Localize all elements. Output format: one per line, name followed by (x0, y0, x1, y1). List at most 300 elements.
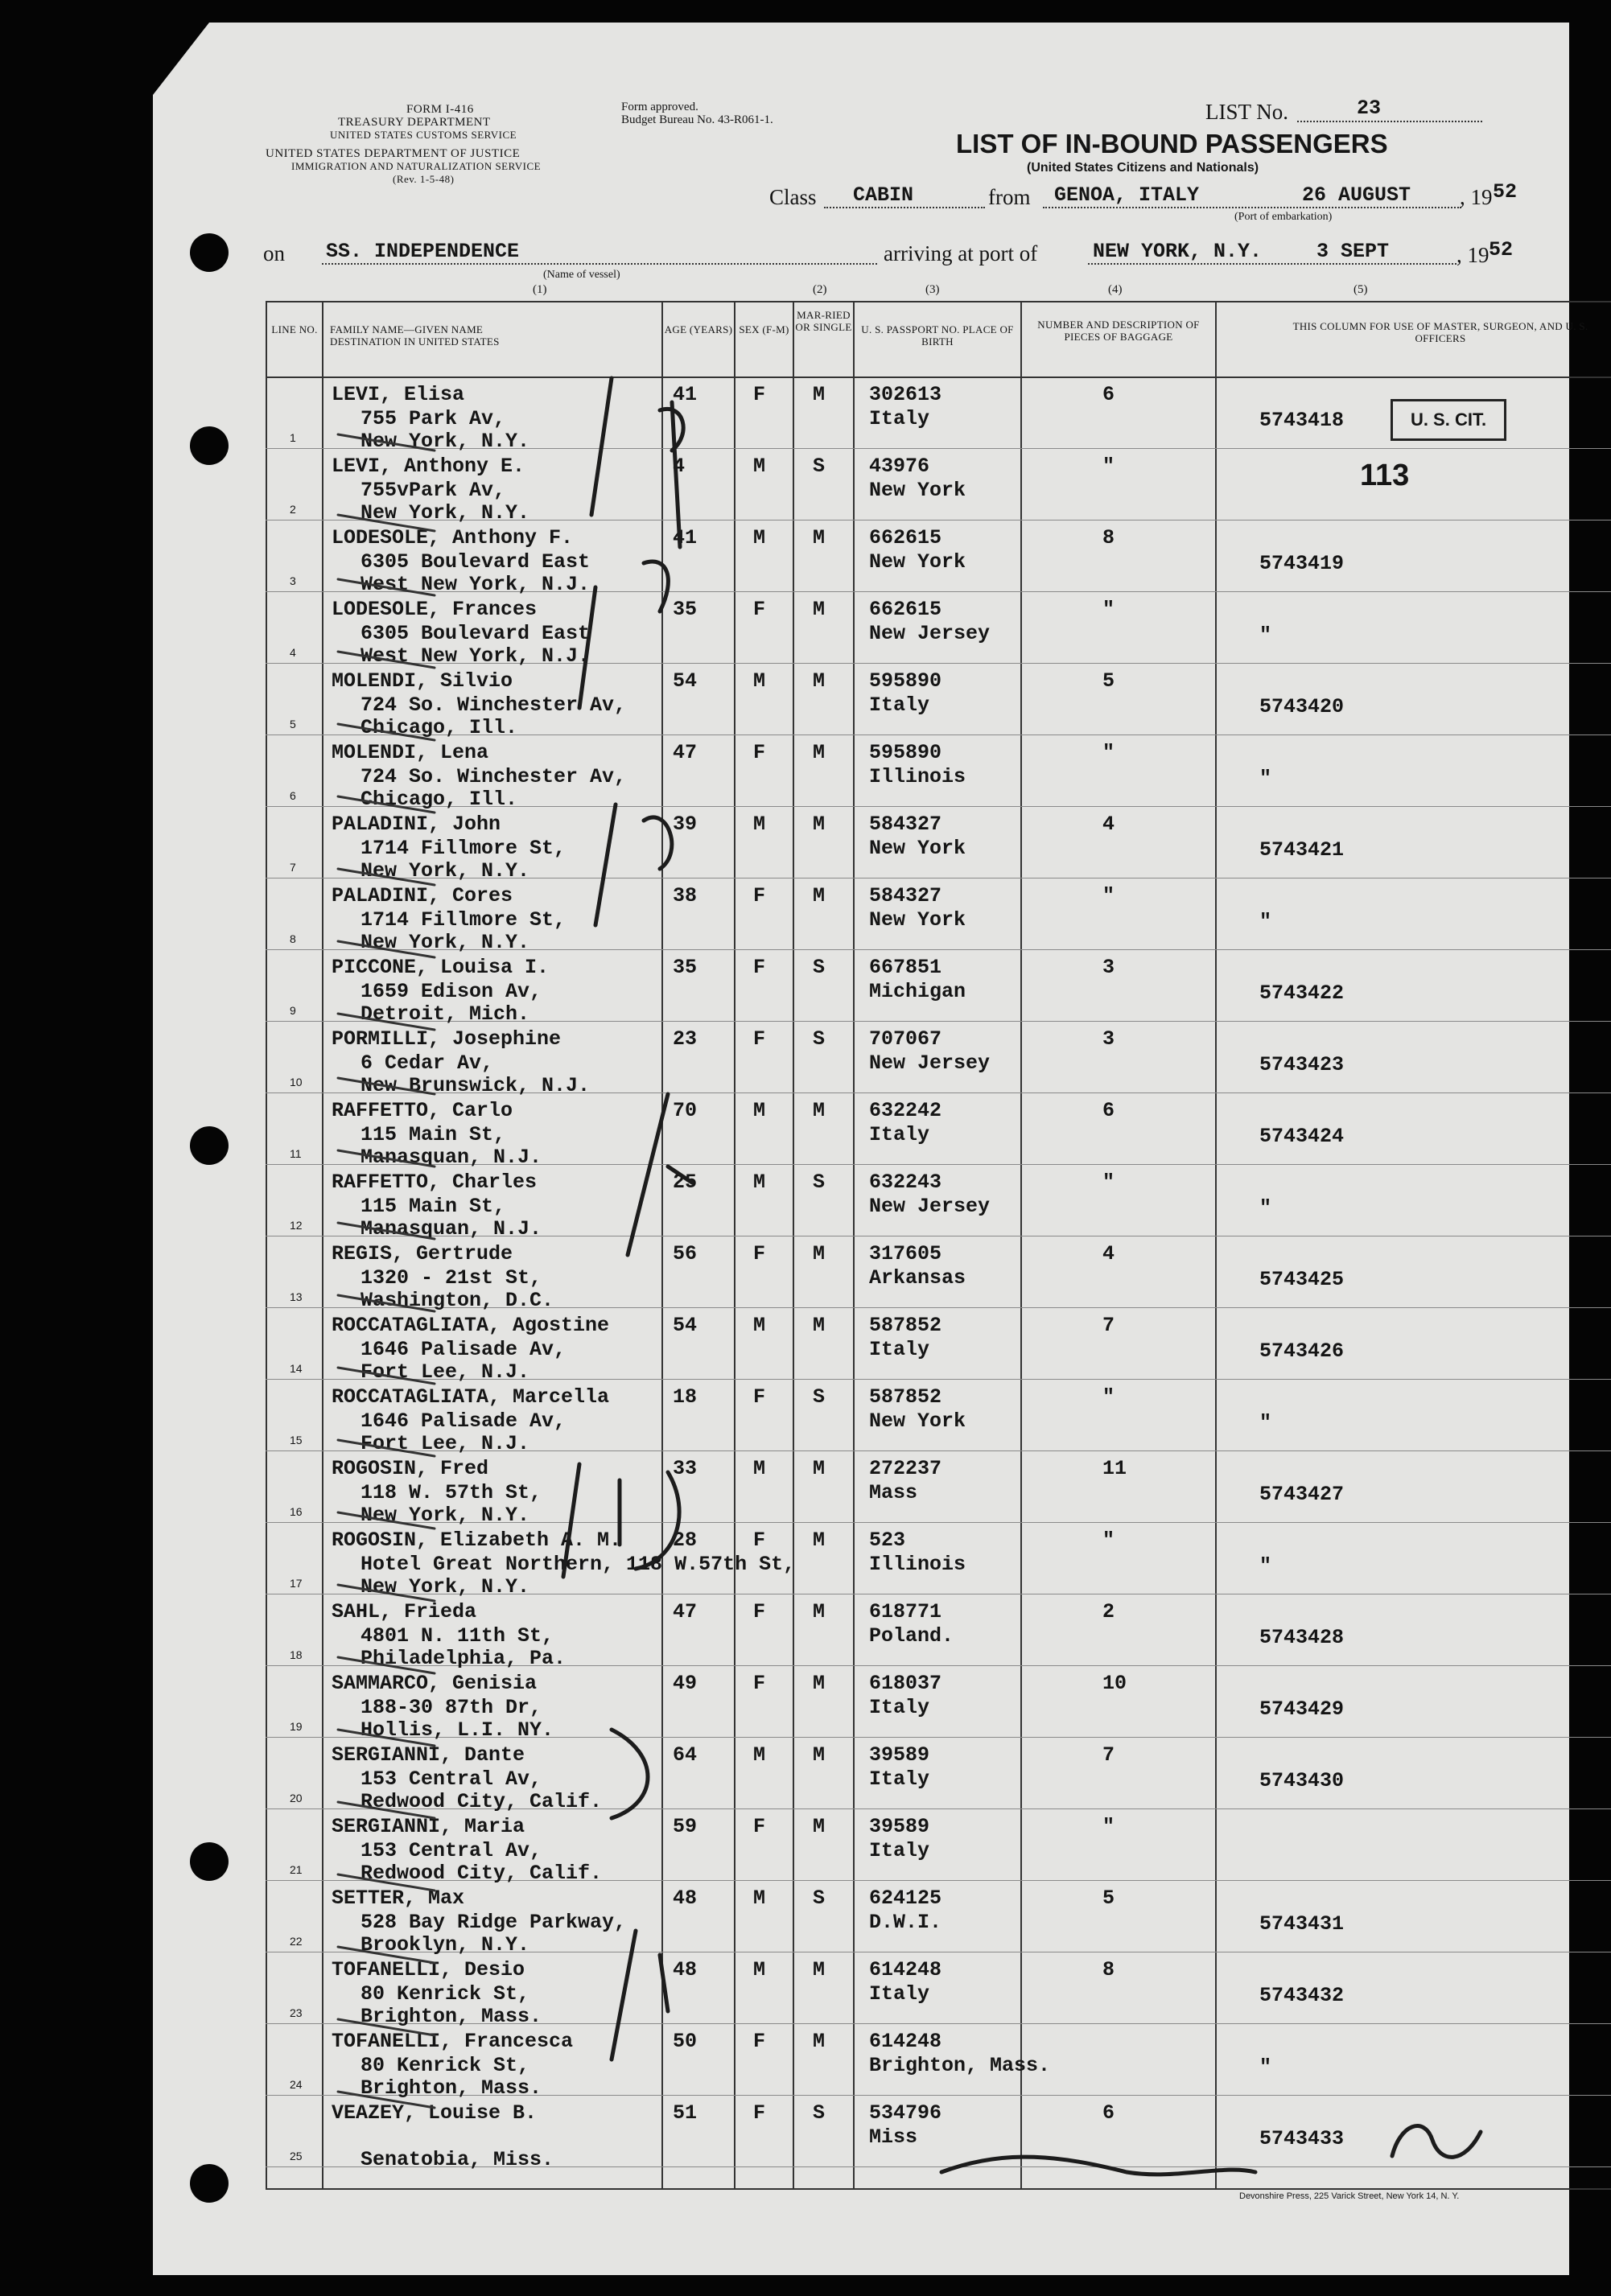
cell-name: SAHL, Frieda (332, 1600, 477, 1623)
cell-name: PALADINI, Cores (332, 884, 513, 907)
cell-sex: F (753, 598, 766, 621)
cell-sex: M (753, 526, 766, 549)
cell-birth: Italy (869, 1839, 930, 1862)
cell-addr2: New York, N.Y. (361, 931, 530, 954)
cell-sex: M (753, 813, 766, 836)
cell-sex: M (753, 1099, 766, 1122)
cell-age: 18 (673, 1385, 698, 1409)
cell-addr1: 188-30 87th Dr, (361, 1696, 542, 1719)
cell-addr1: 528 Bay Ridge Parkway, (361, 1911, 627, 1934)
cell-addr1: 1646 Palisade Av, (361, 1409, 567, 1433)
cell-name: PICCONE, Louisa I. (332, 956, 550, 979)
cell-sex: M (753, 1314, 766, 1337)
line-number: 15 (290, 1434, 303, 1446)
cell-bag: 5 (1102, 669, 1115, 693)
cell-name: LODESOLE, Frances (332, 598, 538, 621)
cell-name: ROGOSIN, Fred (332, 1457, 489, 1480)
cell-age: 33 (673, 1457, 698, 1480)
form-number: FORM I-416 (406, 103, 474, 116)
cell-passport: 43976 (869, 455, 930, 478)
line-number: 13 (290, 1290, 303, 1303)
cell-code: " (1259, 1196, 1272, 1220)
line-number: 7 (290, 861, 296, 874)
cell-code: 5743429 (1259, 1697, 1345, 1721)
cell-code: " (1259, 1554, 1272, 1578)
line-number: 24 (290, 2078, 303, 2091)
cell-code: 5743419 (1259, 552, 1345, 575)
cell-sex: F (753, 2101, 766, 2125)
cell-birth: Brighton, Mass. (869, 2054, 1051, 2077)
cell-ms: M (813, 1457, 826, 1480)
cell-birth: D.W.I. (869, 1911, 942, 1934)
cell-addr1: 755 Park Av, (361, 407, 506, 430)
cell-bag: 4 (1102, 1242, 1115, 1265)
column-number-3: (3) (925, 283, 940, 296)
cell-passport: 614248 (869, 2030, 942, 2053)
cell-bag: 6 (1102, 1099, 1115, 1122)
cell-birth: New Jersey (869, 622, 991, 645)
cell-ms: M (813, 383, 826, 406)
column-number-2: (2) (813, 283, 827, 296)
col-header-baggage: NUMBER AND DESCRIPTION OF PIECES OF BAGGAGE (1037, 319, 1200, 343)
cell-sex: M (753, 1887, 766, 1910)
cell-addr2: West New York, N.J. (361, 644, 591, 668)
cell-age: 51 (673, 2101, 698, 2125)
cell-ms: M (813, 741, 826, 764)
year-prefix-departure: , 19 (1460, 185, 1493, 209)
cell-addr1: Hotel Great Northern, 118 W.57th St, (361, 1553, 796, 1576)
cell-passport: 302613 (869, 383, 942, 406)
cell-code: 5743432 (1259, 1984, 1345, 2007)
cell-ms: S (813, 1171, 826, 1194)
department-of-justice: UNITED STATES DEPARTMENT OF JUSTICE (266, 147, 521, 160)
cell-bag: 6 (1102, 383, 1115, 406)
cell-sex: F (753, 1027, 766, 1051)
cell-bag: 5 (1102, 1887, 1115, 1910)
cell-age: 41 (673, 383, 698, 406)
year-prefix-arrival: , 19 (1456, 243, 1489, 267)
cell-ms: S (813, 1385, 826, 1409)
line-number: 9 (290, 1004, 296, 1017)
cell-age: 70 (673, 1099, 698, 1122)
cell-addr2: Redwood City, Calif. (361, 1790, 603, 1813)
budget-bureau: Budget Bureau No. 43-R061-1. (621, 113, 773, 126)
cell-ms: M (813, 598, 826, 621)
cell-birth: Italy (869, 1767, 930, 1791)
cell-age: 41 (673, 526, 698, 549)
line-number: 21 (290, 1863, 303, 1876)
cell-addr1: 118 W. 57th St, (361, 1481, 542, 1504)
cell-bag: " (1102, 598, 1115, 621)
cell-addr1: 6305 Boulevard East (361, 550, 591, 574)
cell-name: ROCCATAGLIATA, Marcella (332, 1385, 610, 1409)
cell-addr1: 115 Main St, (361, 1123, 506, 1146)
arrival-port: NEW YORK, N.Y. (1093, 240, 1263, 263)
cell-age: 59 (673, 1815, 698, 1838)
cell-birth: Italy (869, 693, 930, 717)
cell-addr2: New York, N.Y. (361, 430, 530, 453)
cell-addr2: Manasquan, N.J. (361, 1146, 542, 1169)
cell-code: " (1259, 623, 1272, 647)
cell-code: 5743422 (1259, 981, 1345, 1005)
cell-addr2: Washington, D.C. (361, 1289, 554, 1312)
cell-addr2: New York, N.Y. (361, 501, 530, 525)
cell-addr2: New York, N.Y. (361, 859, 530, 883)
cell-sex: M (753, 1457, 766, 1480)
cell-passport: 595890 (869, 741, 942, 764)
cell-age: 38 (673, 884, 698, 907)
cell-sex: M (753, 1171, 766, 1194)
treasury-department: TREASURY DEPARTMENT (338, 116, 491, 129)
line-number: 22 (290, 1935, 303, 1948)
arriving-label: arriving at port of (884, 241, 1038, 265)
cell-birth: Italy (869, 407, 930, 430)
cell-birth: Mass (869, 1481, 918, 1504)
cell-bag: 4 (1102, 813, 1115, 836)
cell-bag: " (1102, 884, 1115, 907)
cell-addr2: Hollis, L.I. NY. (361, 1718, 554, 1742)
cell-passport: 272237 (869, 1457, 942, 1480)
cell-birth: New York (869, 479, 966, 502)
cell-age: 64 (673, 1743, 698, 1767)
line-number: 25 (290, 2150, 303, 2162)
cell-name: SAMMARCO, Genisia (332, 1672, 538, 1695)
cell-code: 5743423 (1259, 1053, 1345, 1076)
arrival-date: 3 SEPT (1316, 240, 1390, 263)
from-label: from (988, 185, 1031, 209)
cell-addr1: 153 Central Av, (361, 1767, 542, 1791)
cell-passport: 39589 (869, 1743, 930, 1767)
col-header-officers: THIS COLUMN FOR USE OF MASTER, SURGEON, AND U. S. OFFICERS (1292, 320, 1588, 344)
cell-code: 5743433 (1259, 2127, 1345, 2150)
cell-addr2: Manasquan, N.J. (361, 1217, 542, 1241)
cell-addr1: 80 Kenrick St, (361, 1982, 530, 2006)
cell-passport: 534796 (869, 2101, 942, 2125)
cell-name: ROGOSIN, Elizabeth A. M. (332, 1529, 622, 1552)
cell-age: 56 (673, 1242, 698, 1265)
page-subtitle: (United States Citizens and Nationals) (1027, 161, 1259, 175)
cell-birth: New Jersey (869, 1195, 991, 1218)
cell-name: MOLENDI, Silvio (332, 669, 513, 693)
cell-passport: 614248 (869, 1958, 942, 1981)
cell-birth: New York (869, 908, 966, 932)
cell-passport: 595890 (869, 669, 942, 693)
class-label: Class (769, 185, 817, 209)
cell-passport: 624125 (869, 1887, 942, 1910)
cell-code: " (1259, 1411, 1272, 1434)
cell-code: 5743430 (1259, 1769, 1345, 1792)
cell-name: LODESOLE, Anthony F. (332, 526, 574, 549)
arrival-year: 52 (1489, 238, 1514, 261)
revision: (Rev. 1-5-48) (393, 173, 455, 185)
cell-sex: F (753, 956, 766, 979)
cell-age: 4 (673, 455, 686, 478)
line-number: 17 (290, 1577, 303, 1590)
cell-code: 5743428 (1259, 1626, 1345, 1649)
cell-birth: Italy (869, 1696, 930, 1719)
line-number: 18 (290, 1648, 303, 1661)
cell-passport: 584327 (869, 813, 942, 836)
cell-ms: S (813, 455, 826, 478)
cell-birth: Arkansas (869, 1266, 966, 1290)
col-header-sex: SEX (F-M) (739, 323, 789, 335)
cell-passport: 662615 (869, 598, 942, 621)
cell-sex: F (753, 1242, 766, 1265)
cell-passport: 618771 (869, 1600, 942, 1623)
cell-ms: S (813, 956, 826, 979)
cell-name: SERGIANNI, Maria (332, 1815, 525, 1838)
departure-date: 26 AUGUST (1302, 183, 1411, 207)
cell-sex: F (753, 1672, 766, 1695)
cell-bag: " (1102, 455, 1115, 478)
cell-birth: Poland. (869, 1624, 954, 1648)
cell-code: 5743418 (1259, 409, 1345, 432)
cell-addr2: Brighton, Mass. (361, 2076, 542, 2100)
cell-addr2: Senatobia, Miss. (361, 2148, 554, 2171)
cell-addr2: New York, N.Y. (361, 1575, 530, 1599)
vessel-note: (Name of vessel) (543, 269, 620, 281)
cell-sex: F (753, 2030, 766, 2053)
column-number-4: (4) (1108, 283, 1123, 296)
cell-addr2: Philadelphia, Pa. (361, 1647, 567, 1670)
col-header-line: LINE NO. (271, 323, 318, 335)
departure-year: 52 (1493, 180, 1518, 204)
cell-addr2: New York, N.Y. (361, 1504, 530, 1527)
cell-age: 48 (673, 1958, 698, 1981)
cell-addr1: 6305 Boulevard East (361, 622, 591, 645)
class-value: CABIN (853, 183, 914, 207)
cell-bag: 3 (1102, 1027, 1115, 1051)
cell-passport: 584327 (869, 884, 942, 907)
cell-passport: 667851 (869, 956, 942, 979)
line-number: 16 (290, 1505, 303, 1518)
printer-credit: Devonshire Press, 225 Varick Street, New York 14, N. Y. (1239, 2191, 1460, 2201)
cell-sex: M (753, 455, 766, 478)
cell-ms: M (813, 1242, 826, 1265)
line-number: 14 (290, 1362, 303, 1375)
cell-addr1: 153 Central Av, (361, 1839, 542, 1862)
line-number: 5 (290, 718, 296, 730)
cell-ms: M (813, 2030, 826, 2053)
cell-addr1: 724 So. Winchester Av, (361, 693, 627, 717)
cell-passport: 707067 (869, 1027, 942, 1051)
cell-addr1: 80 Kenrick St, (361, 2054, 530, 2077)
cell-passport: 523 (869, 1529, 906, 1552)
cell-name: SERGIANNI, Dante (332, 1743, 525, 1767)
cell-passport: 618037 (869, 1672, 942, 1695)
cell-name: PORMILLI, Josephine (332, 1027, 562, 1051)
line-number: 3 (290, 574, 296, 587)
cell-birth: New York (869, 1409, 966, 1433)
customs-service: UNITED STATES CUSTOMS SERVICE (330, 129, 517, 141)
cell-age: 25 (673, 1171, 698, 1194)
cell-addr1: 1714 Fillmore St, (361, 837, 567, 860)
page-title: LIST OF IN-BOUND PASSENGERS (956, 129, 1388, 158)
cell-bag: " (1102, 741, 1115, 764)
cell-bag: 3 (1102, 956, 1115, 979)
cell-addr1: 6 Cedar Av, (361, 1051, 494, 1075)
cell-passport: 317605 (869, 1242, 942, 1265)
punch-hole (190, 233, 229, 272)
cell-sex: F (753, 383, 766, 406)
cell-ms: M (813, 1743, 826, 1767)
cell-addr1: 4801 N. 11th St, (361, 1624, 554, 1648)
cell-age: 49 (673, 1672, 698, 1695)
cell-sex: F (753, 1600, 766, 1623)
embarkation-note: (Port of embarkation) (1234, 211, 1333, 223)
cell-age: 35 (673, 956, 698, 979)
cell-addr1: 1714 Fillmore St, (361, 908, 567, 932)
column-number-1: (1) (533, 283, 547, 296)
cell-code: 5743425 (1259, 1268, 1345, 1291)
cell-addr1: 1659 Edison Av, (361, 980, 542, 1003)
cell-ms: M (813, 669, 826, 693)
cell-addr2: West New York, N.J. (361, 573, 591, 596)
cell-bag: " (1102, 1385, 1115, 1409)
line-number: 12 (290, 1219, 303, 1232)
col-header-name: FAMILY NAME—GIVEN NAME DESTINATION IN UNITED STATES (330, 323, 500, 348)
cell-passport: 39589 (869, 1815, 930, 1838)
cell-ms: M (813, 1600, 826, 1623)
cell-age: 28 (673, 1529, 698, 1552)
cell-birth: Italy (869, 1338, 930, 1361)
list-no-label: LIST No. (1205, 100, 1289, 124)
cell-ms: M (813, 1958, 826, 1981)
cell-addr2: Brighton, Mass. (361, 2005, 542, 2028)
cell-addr1: 115 Main St, (361, 1195, 506, 1218)
cell-code: 5743431 (1259, 1912, 1345, 1936)
cell-bag: 7 (1102, 1743, 1115, 1767)
cell-birth: Miss (869, 2125, 918, 2149)
cell-code: " (1259, 767, 1272, 790)
cell-bag: 11 (1102, 1457, 1127, 1480)
line-number: 19 (290, 1720, 303, 1733)
line-number: 20 (290, 1792, 303, 1804)
cell-bag: 8 (1102, 1958, 1115, 1981)
cell-age: 48 (673, 1887, 698, 1910)
cell-bag: 2 (1102, 1600, 1115, 1623)
cell-passport: 587852 (869, 1385, 942, 1409)
cell-addr2: Fort Lee, N.J. (361, 1432, 530, 1455)
col-header-age: AGE (YEARS) (664, 323, 733, 335)
cell-age: 54 (673, 669, 698, 693)
cell-ms: M (813, 526, 826, 549)
cell-sex: F (753, 1815, 766, 1838)
cell-name: REGIS, Gertrude (332, 1242, 513, 1265)
line-number: 8 (290, 932, 296, 945)
cell-name: TOFANELLI, Desio (332, 1958, 525, 1981)
cell-passport: 632242 (869, 1099, 942, 1122)
cell-birth: New York (869, 550, 966, 574)
cell-ms: M (813, 884, 826, 907)
list-number: 23 (1357, 97, 1382, 120)
cell-sex: M (753, 669, 766, 693)
cell-sex: F (753, 1385, 766, 1409)
cell-bag: 8 (1102, 526, 1115, 549)
cell-name: RAFFETTO, Carlo (332, 1099, 513, 1122)
cell-birth: Illinois (869, 765, 966, 788)
cell-name: VEAZEY, Louise B. (332, 2101, 538, 2125)
cell-ms: M (813, 1672, 826, 1695)
cell-addr1: 724 So. Winchester Av, (361, 765, 627, 788)
cell-age: 23 (673, 1027, 698, 1051)
cell-bag: 10 (1102, 1672, 1127, 1695)
cell-passport: 662615 (869, 526, 942, 549)
cell-addr2: Fort Lee, N.J. (361, 1360, 530, 1384)
cell-code: 5743427 (1259, 1483, 1345, 1506)
punch-hole (190, 426, 229, 465)
cell-bag: " (1102, 1815, 1115, 1838)
form-approved: Form approved. (621, 101, 698, 113)
cell-addr2: Chicago, Ill. (361, 788, 518, 811)
cell-age: 54 (673, 1314, 698, 1337)
cell-name: LEVI, Elisa (332, 383, 465, 406)
cell-age: 50 (673, 2030, 698, 2053)
cell-addr1: 1320 - 21st St, (361, 1266, 542, 1290)
line-number: 23 (290, 2006, 303, 2019)
cell-addr2: Chicago, Ill. (361, 716, 518, 739)
cell-age: 47 (673, 741, 698, 764)
cell-birth: Italy (869, 1123, 930, 1146)
cell-addr2: Brooklyn, N.Y. (361, 1933, 530, 1957)
cell-age: 39 (673, 813, 698, 836)
column-number-5: (5) (1353, 283, 1368, 296)
punch-hole (190, 1126, 229, 1165)
cell-bag: " (1102, 1171, 1115, 1194)
cell-ms: M (813, 1314, 826, 1337)
cell-birth: Illinois (869, 1553, 966, 1576)
cell-name: MOLENDI, Lena (332, 741, 489, 764)
cell-sex: M (753, 1958, 766, 1981)
cell-addr2: New Brunswick, N.J. (361, 1074, 591, 1097)
col-header-passport: U. S. PASSPORT NO. PLACE OF BIRTH (861, 323, 1014, 348)
cell-name: TOFANELLI, Francesca (332, 2030, 574, 2053)
cell-bag: " (1102, 1529, 1115, 1552)
line-number: 6 (290, 789, 296, 802)
cell-addr2: Redwood City, Calif. (361, 1862, 603, 1885)
cell-birth: New Jersey (869, 1051, 991, 1075)
line-number: 4 (290, 646, 296, 659)
cell-name: ROCCATAGLIATA, Agostine (332, 1314, 610, 1337)
col-header-married: MAR-RIED OR SINGLE (795, 309, 852, 333)
cell-name: LEVI, Anthony E. (332, 455, 525, 478)
on-label: on (263, 241, 285, 265)
cell-sex: F (753, 884, 766, 907)
cell-code: 5743421 (1259, 838, 1345, 862)
punch-hole (190, 1842, 229, 1881)
row2-annotation: 113 (1360, 459, 1410, 492)
cell-birth: New York (869, 837, 966, 860)
cell-sex: F (753, 741, 766, 764)
cell-passport: 632243 (869, 1171, 942, 1194)
cell-sex: M (753, 1743, 766, 1767)
cell-name: RAFFETTO, Charles (332, 1171, 538, 1194)
cell-birth: Italy (869, 1982, 930, 2006)
cell-code: 5743424 (1259, 1125, 1345, 1148)
line-number: 1 (290, 431, 296, 444)
cell-code: 5743426 (1259, 1339, 1345, 1363)
cell-ms: M (813, 1099, 826, 1122)
embarkation-port: GENOA, ITALY (1054, 183, 1200, 207)
cell-code: " (1259, 910, 1272, 933)
cell-ms: M (813, 813, 826, 836)
cell-addr1: 1646 Palisade Av, (361, 1338, 567, 1361)
cell-ms: M (813, 1815, 826, 1838)
cell-birth: Michigan (869, 980, 966, 1003)
line-number: 2 (290, 503, 296, 516)
us-citizen-stamp: U. S. CIT. (1391, 399, 1506, 441)
vessel-name: SS. INDEPENDENCE (326, 240, 520, 263)
